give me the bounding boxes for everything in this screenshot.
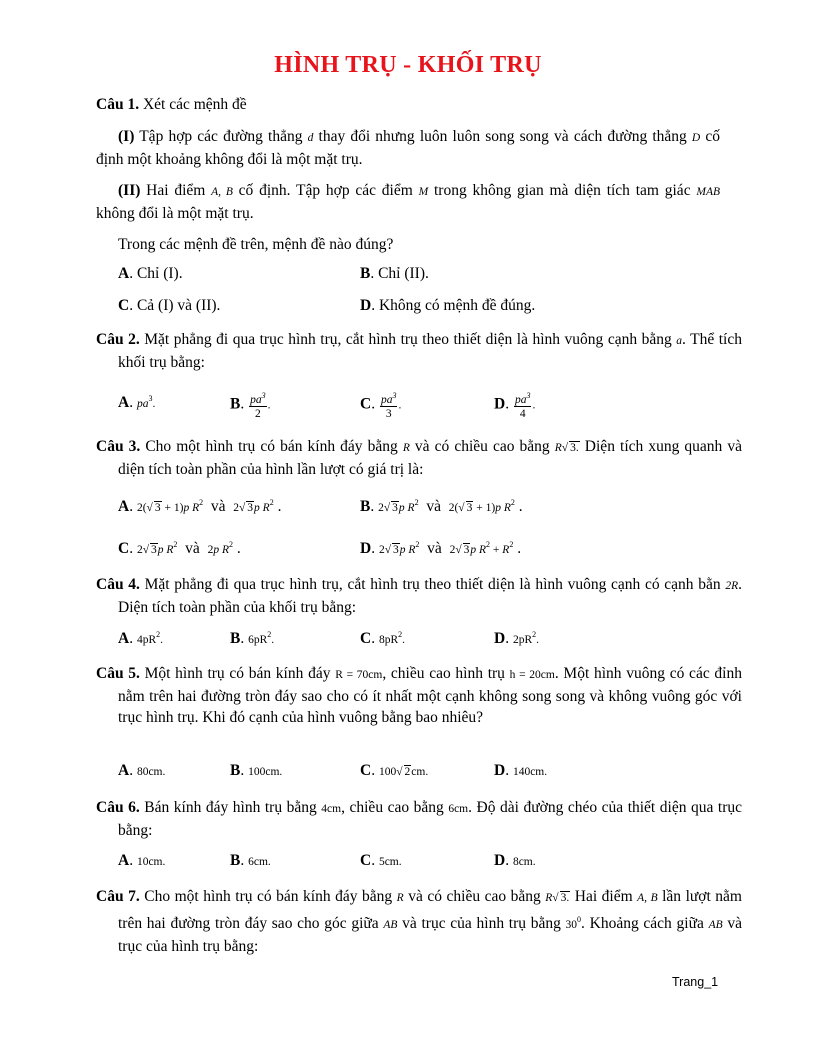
question-label: Câu 1. xyxy=(96,96,140,113)
answers-row xyxy=(118,540,720,564)
answers-row xyxy=(118,852,720,876)
question-text: Xét các mệnh đề xyxy=(139,96,247,113)
answer-b[interactable]: B. $\frac{pa^3}{2}$ . xyxy=(230,391,271,420)
answer-b[interactable]: B. 6cm. xyxy=(230,852,271,869)
answers-row xyxy=(118,265,720,289)
question-1 xyxy=(96,94,720,115)
answers-row xyxy=(118,390,720,424)
question-4: Câu 4. Mặt phẳng đi qua trục hình trụ, cắt hình trụ theo thiết diện là hình vuông cạnh có cạnh bằn 2R. Diện tích toàn phần của khối trụ bằng: xyxy=(96,576,742,616)
answer-b[interactable]: B. 100cm. xyxy=(230,762,283,779)
answers-row xyxy=(118,498,720,522)
answer-c[interactable]: C. 2√ 3p $R^2$ và 2p $R^2$ . xyxy=(118,540,241,558)
question-5: Câu 5. Một hình trụ có bán kính đáy R = 70cm, chiều cao hình trụ h = 20cm. Một hình vuông có các đỉnh nằm trên hai đường tròn đáy sao cho có ít nhất một cạnh không song song và không vuông góc với trục hình trụ. Khi đó cạnh của hình vuông bằng bao nhiêu? xyxy=(96,665,742,726)
question-7: Câu 7. Cho một hình trụ có bán kính đáy bằng R và có chiều cao bằng R√ 3. Hai điểm A, B lần lượt nằm trên hai đường tròn đáy sao cho góc giữa AB và trục của hình trụ bằng $30^0$. Khoảng cách giữa AB và trục của hình trụ bằng: xyxy=(96,888,742,956)
answers-row xyxy=(118,762,720,786)
answers-row xyxy=(118,297,720,321)
answer-b[interactable]: B. Chỉ (II). xyxy=(360,265,429,282)
answer-c[interactable]: C. 5cm. xyxy=(360,852,402,869)
answer-a[interactable]: A. 80cm. xyxy=(118,762,166,779)
answer-d[interactable]: D. 8cm. xyxy=(494,852,536,869)
question-2: Câu 2. Mặt phẳng đi qua trục hình trụ, cắt hình trụ theo thiết diện là hình vuông cạnh bằng a. Thể tích khối trụ bằng: xyxy=(96,331,742,371)
answer-d[interactable]: D. $\frac{pa^3}{4}$ . xyxy=(494,391,536,420)
answer-a[interactable]: A. 2(√ 3 + 1)p $R^2$ và 2√ 3p $R^2$ . xyxy=(118,498,282,516)
answer-d[interactable]: D. Không có mệnh đề đúng. xyxy=(360,297,536,314)
answer-b[interactable]: B. $6pR^2$. xyxy=(230,630,275,648)
answer-d[interactable]: D. 140cm. xyxy=(494,762,548,779)
question-1-ask: Trong các mệnh đề trên, mệnh đề nào đúng? xyxy=(118,236,394,253)
answer-d[interactable]: D. 2√ 3p $R^2$ và 2√ 3p $R^2 + R^2$ . xyxy=(360,540,522,558)
question-6: Câu 6. Bán kính đáy hình trụ bằng 4cm, chiều cao bằng 6cm. Độ dài đường chéo của thiết diện qua trục bằng: xyxy=(96,799,742,839)
answer-c[interactable]: C. $\frac{pa^3}{3}$ . xyxy=(360,391,402,420)
statement-1: (I) Tập hợp các đường thẳng d thay đổi nhưng luôn luôn song song và cách đường thẳng D cố định một khoảng không đổi là một mặt trụ. xyxy=(96,128,720,168)
question-3: Câu 3. Cho một hình trụ có bán kính đáy bằng R và có chiều cao bằng R√ 3. Diện tích xung quanh và diện tích toàn phần của hình lần lượt có giá trị là: xyxy=(96,438,742,478)
answers-row xyxy=(118,630,720,654)
page-number: Trang_1 xyxy=(672,975,719,989)
answer-c[interactable]: C. 100√ 2cm. xyxy=(360,762,429,779)
answer-a[interactable]: A. $4pR^2$. xyxy=(118,630,163,648)
answer-a[interactable]: A. Chỉ (I). xyxy=(118,265,183,282)
statement-2: (II) Hai điểm A, B cố định. Tập hợp các điểm M trong không gian mà diện tích tam giác MAB không đổi là một mặt trụ. xyxy=(96,182,720,222)
answer-a[interactable]: A. 10cm. xyxy=(118,852,166,869)
answer-a[interactable]: A. $pa^3$. xyxy=(118,394,156,412)
page-title: HÌNH TRỤ - KHỐI TRỤ xyxy=(274,52,542,78)
answer-c[interactable]: C. $8pR^2$. xyxy=(360,630,405,648)
answer-c[interactable]: C. Cả (I) và (II). xyxy=(118,297,221,314)
answer-d[interactable]: D. $2pR^2$. xyxy=(494,630,539,648)
answer-b[interactable]: B. 2√ 3p $R^2$ và 2(√ 3 + 1)p $R^2$ . xyxy=(360,498,523,516)
